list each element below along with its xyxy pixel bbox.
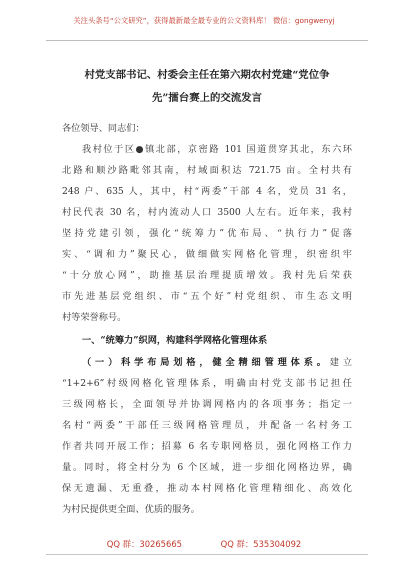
- subsection-heading-bold: （一）科学布局划格，健全精细管理体系。: [82, 357, 330, 368]
- paragraph-line: 248 户、635 人，其中，村“两委”干部 4 名，党员 31 名，: [62, 186, 352, 197]
- header-divider: [46, 40, 368, 41]
- paragraph-line: 量。同时，将全村分为 6 个区域，进一步细化网格边界，确: [62, 462, 352, 473]
- paragraph-line: 三级网格长，全面领导并协调网格内的各项事务；指定一: [62, 399, 352, 410]
- subsection-heading-rest: 建立: [329, 357, 353, 368]
- promo-banner: 关注头条号“公文研究”，获得最新最全最专业的公文资料库！ 微信：gongwenyj: [73, 16, 335, 25]
- paragraph-line: 坚持党建引领，强化“统筹力”优布局、“执行力”促落: [62, 228, 352, 239]
- paragraph-line: 为村民提供更全面、优质的服务。: [62, 504, 200, 515]
- footer-contacts: [0, 536, 408, 552]
- salutation: 各位领导、同志们：: [62, 123, 145, 134]
- paragraph-line: 名村“两委”干部任三级网格管理员，并配备一名村务工: [62, 420, 352, 431]
- paragraph-line: 北路和顺沙路毗邻其南，村域面积达 721.75 亩。全村共有: [62, 165, 352, 176]
- paragraph-line: “1+2+6”村级网格化管理体系，明确由村党支部书记担任: [62, 378, 352, 389]
- paragraph-line: 保无遗漏、无重叠，推动本村网格化管理精细化、高效化: [62, 483, 352, 494]
- subsection-heading-1: [82, 353, 352, 372]
- paragraph-line: 市先进基层党组织、市“五个好”村党组织、市生态文明: [62, 291, 352, 302]
- paragraph-line: 我村位于区●镇北部，京密路 101 国道贯穿其北，东六环: [82, 144, 352, 155]
- document-title-line-1: 村党支部书记、村委会主任在第六期农村党建“党位争: [84, 69, 330, 81]
- paragraph-line: 实、“调和力”聚民心，做细做实网格化管理，织密织牢: [62, 249, 352, 260]
- paragraph-line: 村等荣誉称号。: [62, 312, 127, 323]
- paragraph-line: 作者共同开展工作；招募 6 名专职网格员，强化网格工作力: [62, 441, 352, 452]
- section-heading-1: 一、“统筹力”织网，构建科学网格化管理体系: [82, 335, 268, 346]
- document-title-line-2: 先”擂台赛上的交流发言: [152, 92, 262, 104]
- footer-divider: [46, 554, 368, 555]
- paragraph-line: “十分放心网”，助推基层治理提质增效。我村先后荣获: [62, 270, 352, 281]
- paragraph-line: 村民代表 30 名，村内流动人口 3500 人左右。近年来，我村: [62, 207, 352, 218]
- footer-qq-group-1: QQ 群：30265665: [106, 539, 182, 549]
- footer-qq-group-2: QQ 群：535304092: [220, 539, 302, 549]
